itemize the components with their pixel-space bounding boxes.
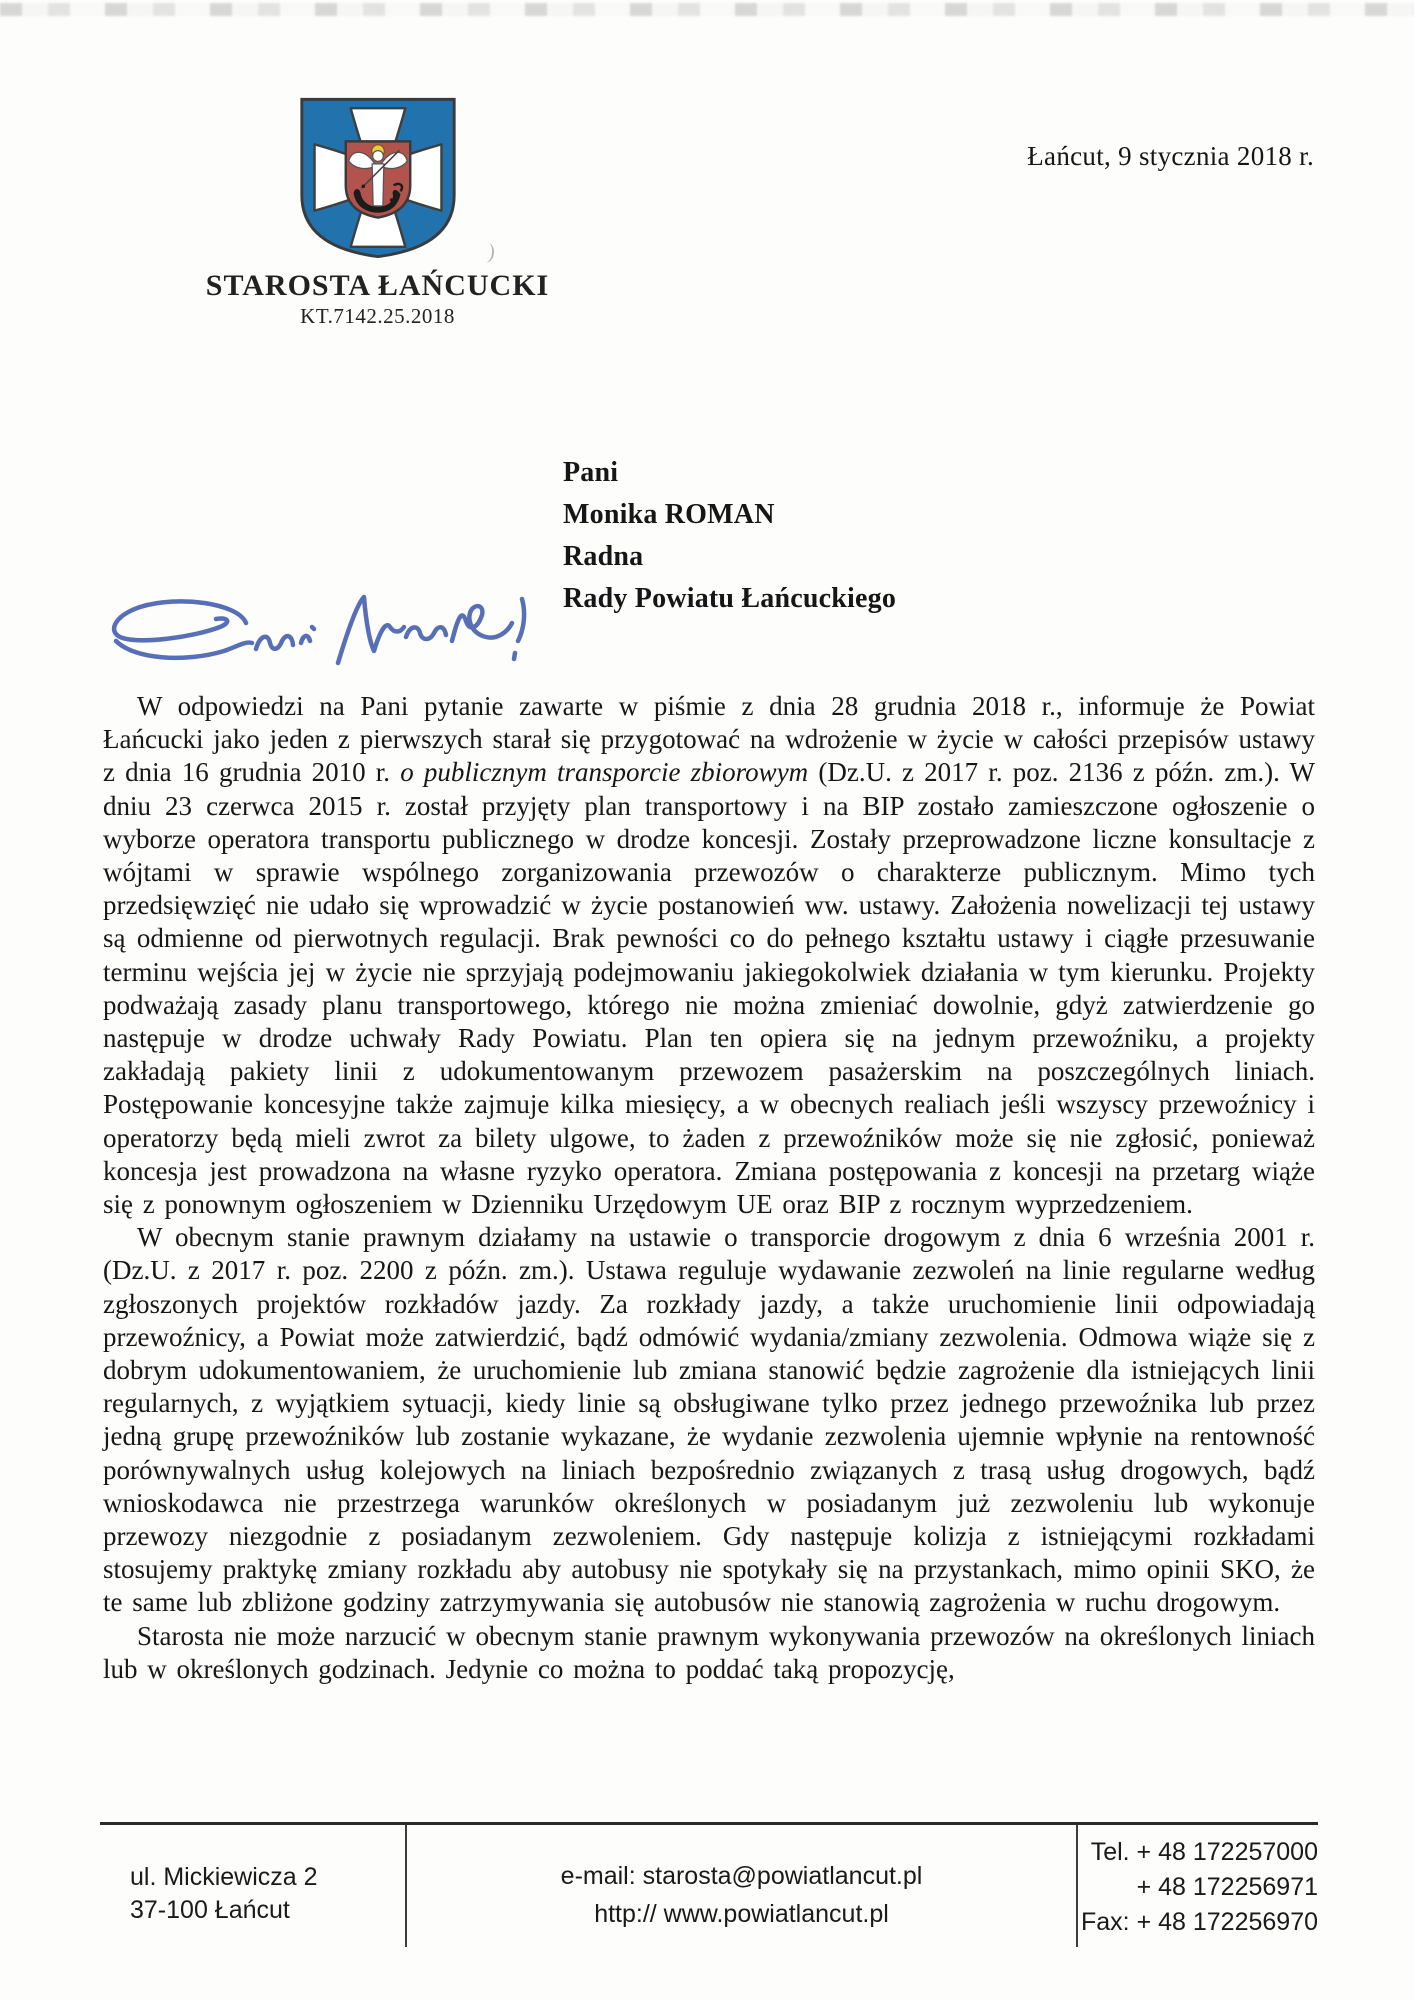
footer-contact-bar <box>100 1822 1318 1947</box>
handwritten-note <box>98 583 538 688</box>
recipient-block <box>563 452 896 620</box>
footer-fax: Fax: + 48 172256970 <box>1081 1908 1318 1936</box>
paragraph-3: Starosta nie może narzucić w obecnym stanie prawnym wykonywania przewozów na określonych liniach lub w określonych godzinach. Jedynie co można to poddać taką propozycję, <box>103 1620 1315 1684</box>
recipient-organization: Rady Powiatu Łańcuckiego <box>563 583 897 614</box>
footer-address <box>100 1825 405 1947</box>
paragraph-2: W obecnym stanie prawnym działamy na ustawie o transporcie drogowym z dnia 6 września 2001 r. (Dz.U. z 2017 r. poz. 2200 z późn. zm.). Ustawa reguluje wydawanie zezwoleń na linie regularne według zgłoszonych projektów rozkładów jazdy. Za rozkłady jazdy, a także uruchomienie linii odpowiadają przewoźnicy, a Powiat może zatwierdzić, bądź odmówić wydania/zmiany zezwolenia. Odmowa wiąże się z dobrym udokumentowaniem, że uruchomienie lub zmiana stanowić będzie zagrożenie dla istniejących linii regularnych, z wyjątkiem sytuacji, kiedy linie są obsługiwane tylko przez jednego przewoźnika lub przez jedną grupę przewoźników lub zostanie wykazane, że wydanie zezwolenia ujemnie wpłynie na rentowność porównywalnych usług kolejowych na liniach bezpośrednio związanych z trasą usług drogowych, bądź wnioskodawca nie przestrzega warunków określonych w posiadanym już zezwoleniu lub wykonuje przewozy niezgodnie z posiadanym zezwoleniem. Gdy następuje kolizja z istniejącymi rozkładami stosujemy praktykę zmiany rozkładu aby autobusy nie spotykały się na przystankach, mimo opinii SKO, że te same lub zbliżone godziny zatrzymywania się autobusów nie stanowią zagrożenia w ruchu drogowym. <box>103 1222 1315 1618</box>
footer-web-contact <box>405 1825 1078 1947</box>
footer-street: ul. Mickiewicza 2 <box>130 1863 318 1891</box>
recipient-name: Monika ROMAN <box>563 499 775 530</box>
recipient-title: Radna <box>563 541 644 572</box>
paragraph-1-act-title-italic: o publicznym transporcie zbiorowym <box>400 757 809 788</box>
footer-phones <box>1078 1825 1318 1947</box>
footer-tel-1: Tel. + 48 172257000 <box>1090 1838 1318 1866</box>
paragraph-1-text-a: W odpowiedzi na Pani pytanie zawarte w piśmie z dnia 28 grudnia 2018 r., informuje że Powiat Łańcucki jako jeden z pierwszych starał się przygotować na wdrożenie w życie w całości przepisów ustawy z dnia 16 grudnia 2010 r. <box>103 691 1315 788</box>
date-place-line: Łańcut, 9 stycznia 2018 r. <box>1027 141 1314 171</box>
footer-website: http:// www.powiatlancut.pl <box>594 1900 889 1928</box>
letter-body <box>103 690 1315 1686</box>
reference-number: KT.7142.25.2018 <box>300 304 455 328</box>
letterhead <box>155 92 600 329</box>
scan-artifact-top-band <box>0 3 1414 16</box>
recipient-salutation: Pani <box>563 457 619 488</box>
office-name: STAROSTA ŁAŃCUCKI <box>205 269 550 302</box>
footer-tel-2: + 48 172256971 <box>1136 1873 1318 1901</box>
paragraph-1 <box>103 690 1315 1221</box>
paragraph-1-text-b: (Dz.U. z 2017 r. poz. 2136 z późn. zm.). W dniu 23 czerwca 2015 r. został przyjęty plan transportowy i na BIP zostało zamieszczone ogłoszenie o wyborze operatora transportu publicznego w drodze koncesji. Zostały przeprowadzone liczne konsultacje z wójtami w sprawie wspólnego zorganizowania przewozów o charakterze publicznym. Mimo tych przedsięwzięć nie udało się wprowadzić w życie postanowień ww. ustawy. Założenia nowelizacji tej ustawy są odmienne od pierwotnych regulacji. Brak pewności co do pełnego kształtu ustawy i ciągłe przesuwanie terminu wejścia jej w życie nie sprzyjają podejmowaniu jakiegokolwiek działania w tym kierunku. Projekty podważają zasady planu transportowego, którego nie można zmieniać dowolnie, gdyż zatwierdzenie go następuje w drodze uchwały Rady Powiatu. Plan ten opiera się na jednym przewoźniku, a projekty zakładają pakiety linii z udokumentowanym przewozem pasażerskim na poszczególnych liniach. Postępowanie koncesyjne także zajmuje kilka miesięcy, a w obecnych realiach jeśli wszyscy przewoźnicy i operatorzy będą mieli zwrot za bilety ulgowe, to żaden z przewoźników może się nie zgłosić, ponieważ koncesja jest prowadzona na własne ryzyko operatora. Zmiana postępowania z koncesji na przetarg wiąże się z ponownym ogłoszeniem w Dzienniku Urzędowym UE oraz BIP z rocznym wyprzedzeniem. <box>103 757 1315 1220</box>
footer-email: e-mail: starosta@powiatlancut.pl <box>560 1862 923 1890</box>
footer-city: 37-100 Łańcut <box>130 1896 290 1924</box>
coat-of-arms-icon <box>295 92 461 264</box>
